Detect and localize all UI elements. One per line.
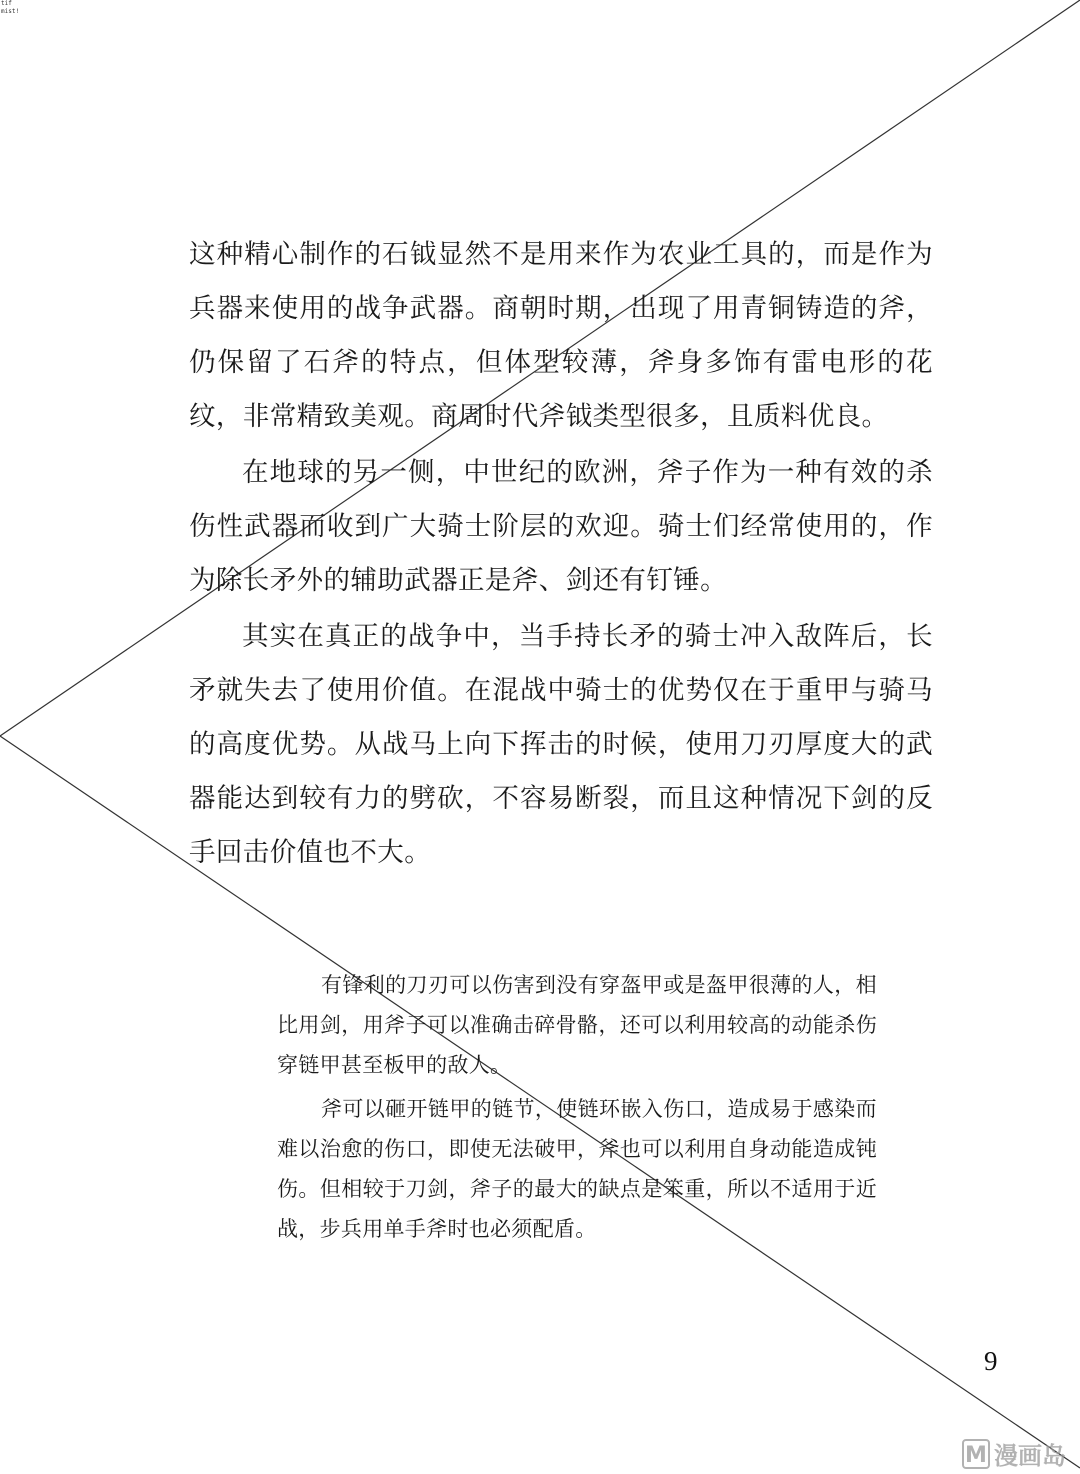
sidebar-caption-text [277, 965, 877, 1249]
body-paragraph: 在地球的另一侧，中世纪的欧洲，斧子作为一种有效的杀伤性武器而收到广大骑士阶层的欢迎。骑士们经常使用的，作为除长矛外的辅助武器正是斧、剑还有钉锤。 [189, 457, 933, 596]
corner-mark-line: mist! [1, 8, 20, 15]
watermark-logo [962, 1436, 1066, 1471]
body-paragraph: 其实在真正的战争中，当手持长矛的骑士冲入敌阵后，长矛就失去了使用价值。在混战中骑士的优势仅在于重甲与骑马的高度优势。从战马上向下挥击的时候，使用刀刃厚度大的武器能达到较有力的劈砍，不容易断裂，而且这种情况下剑的反手回击价值也不大。 [189, 621, 933, 868]
caption-paragraph: 斧可以砸开链甲的链节，使链环嵌入伤口，造成易于感染而难以治愈的伤口，即使无法破甲，斧也可以利用自身动能造成钝伤。但相较于刀剑，斧子的最大的缺点是笨重，所以不适用于近战，步兵用单手斧时也必须配盾。 [277, 1097, 877, 1241]
watermark-m-icon: M [962, 1439, 990, 1469]
caption-paragraph: 有锋利的刀刃可以伤害到没有穿盔甲或是盔甲很薄的人，相比用剑，用斧子可以准确击碎骨骼，还可以利用较高的动能杀伤穿链甲甚至板甲的敌人。 [277, 973, 877, 1077]
page-number: 9 [984, 1346, 998, 1376]
corner-mark-line: tif [1, 0, 12, 7]
watermark-text: 漫画岛 [994, 1442, 1066, 1470]
main-body-text [189, 228, 933, 880]
body-paragraph: 这种精心制作的石钺显然不是用来作为农业工具的，而是作为兵器来使用的战争武器。商朝时期，出现了用青铜铸造的斧，仍保留了石斧的特点，但体型较薄，斧身多饰有雷电形的花纹，非常精致美观。商周时代斧钺类型很多，且质料优良。 [189, 239, 933, 432]
